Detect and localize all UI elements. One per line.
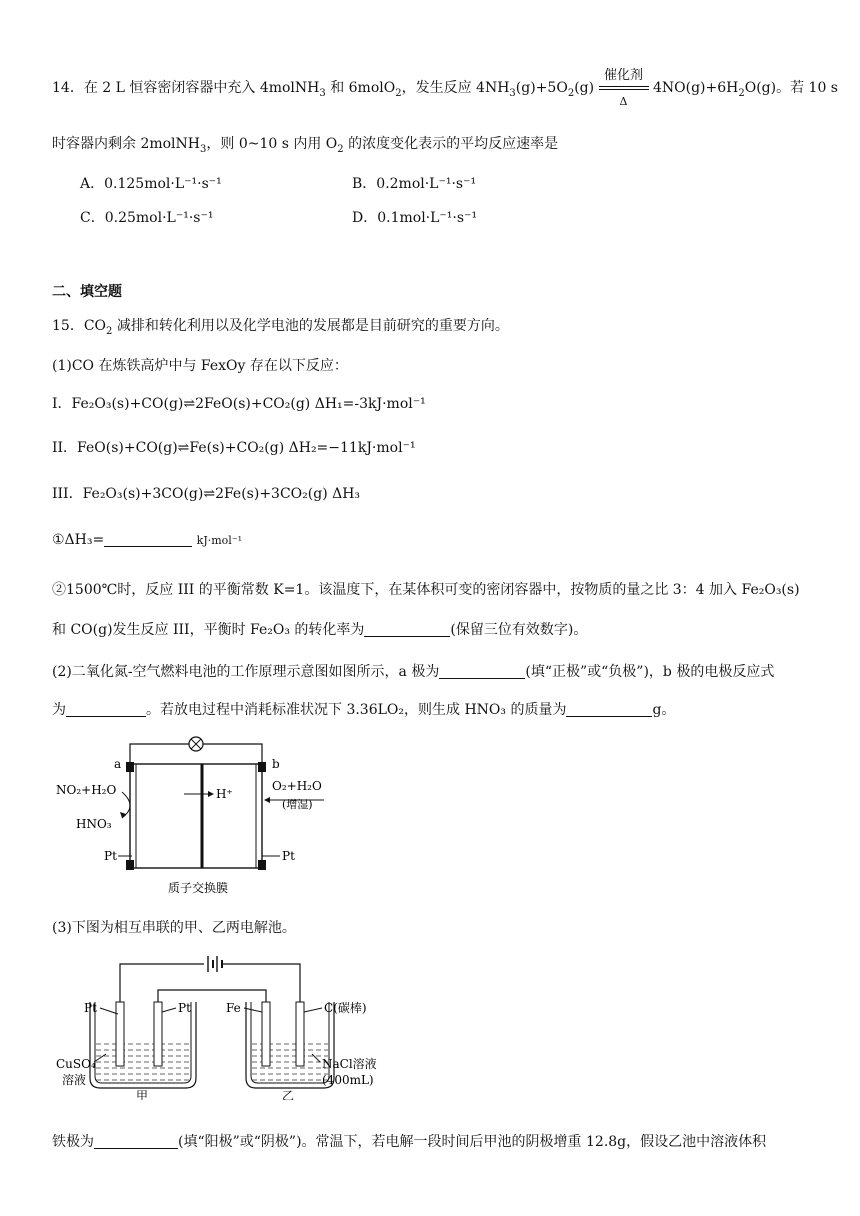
q15-intro: 15．$CO_2$ 减排和转化利用以及化学电池的发展都是目前研究的重要方向。 [52,318,509,337]
pt2-label: Pt [178,1001,191,1015]
catalyst-arrow [599,68,649,108]
option-d: D．0.1mol·L⁻¹·s⁻¹ [352,210,478,226]
option-a: A．0.125mol·L⁻¹·s⁻¹ [80,176,222,192]
pt-right-label: Pt [282,849,295,863]
q14-line1: 14．在 2 L 恒容密闭容器中充入 4molNH$_3$ 和 6molO$_2$，发生反应 $4NH_3(g)+5O_2(g)$ 催化剂 Δ $4NO(g)+6H_2O(g)$。若 10 s [52,78,838,98]
q15-1b-line1: ②1500℃时，反应 III 的平衡常数 K=1。该温度下，在某体积可变的密闭容器中，按物质的量之比 3：4 加入 Fe₂O₃(s) [52,582,800,598]
q15-1a: ①ΔH₃= kJ·mol⁻¹ [52,532,243,548]
q15-1b-line2: 和 CO(g)发生反应 III，平衡时 Fe₂O₃ 的转化率为 (保留三位有效数字)。 [52,622,588,638]
answer-blank[interactable] [364,620,450,637]
pt-left-label: Pt [104,849,117,863]
carbon-electrode [296,1002,304,1066]
fuel-cell-diagram [50,736,340,906]
left-output-label: HNO₃ [76,817,112,831]
cuso4-label: CuSO₄ [56,1057,96,1071]
beaker-yi [246,1002,334,1088]
carbon-label: C(碳棒) [324,1001,367,1015]
answer-blank[interactable] [66,700,146,717]
section-title: 二、填空题 [52,284,122,300]
membrane-label: 质子交换膜 [168,881,229,895]
q15-part3: (3)下图为相互串联的甲、乙两电解池。 [52,920,296,936]
q15-2-line1: (2)二氧化氮-空气燃料电池的工作原理示意图如图所示，a 极为 (填“正极”或“负极”)，b 极的电极反应式 [52,664,775,680]
q15-2-line2: 为 。若放电过程中消耗标准状况下 3.36LO₂，则生成 HNO₃ 的质量为 g。 [52,702,676,718]
reaction-1: I．Fe₂O₃(s)+CO(g)⇌2FeO(s)+CO₂(g) ΔH₁=-3kJ·mol⁻¹ [52,396,426,412]
nacl-label: NaCl溶液 [322,1057,377,1071]
fe-electrode [262,1002,270,1066]
answer-blank[interactable] [104,530,192,547]
delta-label: Δ [619,95,628,108]
cuso4-solution-label: 溶液 [62,1073,87,1087]
pt-electrode-2 [154,1002,162,1066]
option-b: B．0.2mol·L⁻¹·s⁻¹ [352,176,477,192]
pt1-label: Pt [84,1001,97,1015]
humidified-note: (增湿) [282,798,313,811]
reaction-3: III．Fe₂O₃(s)+3CO(g)⇌2Fe(s)+3CO₂(g) ΔH₃ [52,486,361,502]
catalyst-label: 催化剂 [604,68,644,83]
reaction-2: II．FeO(s)+CO(g)⇌Fe(s)+CO₂(g) ΔH₂=−11kJ·mol⁻¹ [52,440,416,456]
cell-yi-label: 乙 [282,1089,295,1100]
right-input-label: O₂+H₂O [272,779,322,793]
option-c: C．0.25mol·L⁻¹·s⁻¹ [80,210,214,226]
h-plus-label: H⁺ [216,787,233,801]
left-input-label: NO₂+H₂O [56,783,117,797]
q14-line2: 时容器内剩余 2molNH$_3$，则 0~10 s 内用 $O_2$ 的浓度变化表示的平均反应速率是 [52,136,559,155]
electrolysis-diagram [50,950,390,1100]
q15-part1: (1)CO 在炼铁高炉中与 FexOy 存在以下反应： [52,358,348,374]
pt-electrode-1 [116,1002,124,1066]
answer-blank[interactable] [566,700,652,717]
nacl-volume-label: (400mL) [322,1073,374,1087]
fe-label: Fe [226,1001,241,1015]
answer-blank[interactable] [439,662,525,679]
electrode-a-label: a [114,757,122,771]
cell-jia-label: 甲 [136,1089,149,1100]
answer-blank[interactable] [94,1132,178,1149]
q15-3-line: 铁极为 (填“阳极”或“阴极”)。常温下，若电解一段时间后甲池的阴极增重 12.8g，假设乙池中溶液体积 [52,1134,767,1150]
electrode-b-label: b [272,757,280,771]
